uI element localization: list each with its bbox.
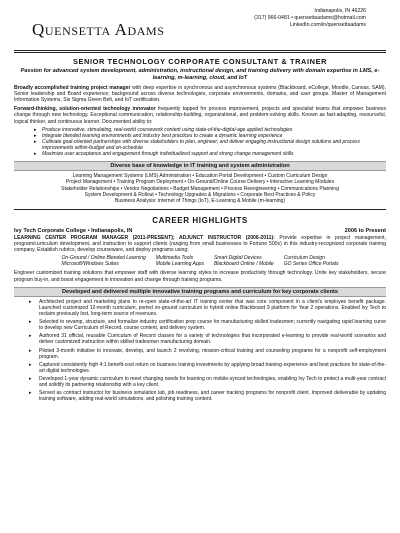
tool-item: Microsoft/Windows Suites bbox=[61, 261, 119, 268]
tool-item: GO Series Office Portals bbox=[283, 261, 339, 268]
skills-line: System Development & Rollout • Technology Upgrades & Migrations • Corporate Best Practices & Policy bbox=[84, 192, 316, 199]
role-description bbox=[14, 235, 386, 254]
job-header bbox=[14, 228, 386, 234]
job-dates: 2006 to Present bbox=[344, 227, 386, 234]
header-rule bbox=[14, 50, 386, 51]
summary-bullet: ▸ Cultivate goal-oriented partnerships with diverse stakeholders to plan, engineer, and deliver engaging instructional design solutions and process improvements within-budget and on-schedule bbox=[36, 139, 386, 151]
career-bullet: ▸ Authored 31 official, reusable Curriculum of Record classes for a variety of technologies that incorporated e-learning to provide real-world scenarios and deliver customized instruction within skilled tradesmen manufacturing domain. bbox=[32, 333, 386, 345]
role-text: Provide expertise in project management, program/curriculum development, and instruction to support clients (ranging from small businesses to Fortune 500s) in this industry-recognized corporate training company. Establish rubrics, develop courseware, and deploy programs using: bbox=[14, 234, 387, 254]
knowledge-skills bbox=[14, 173, 386, 205]
tools-grid bbox=[14, 255, 386, 267]
summary-title: SENIOR TECHNOLOGY CORPORATE CONSULTANT & TRAINER bbox=[72, 57, 328, 66]
tool-item: Blackboard Online / Mobile bbox=[213, 261, 274, 268]
skills-line: Learning Management Systems (LMS) Administration • Education Portal Development • Custom Curriculum Design bbox=[72, 172, 328, 179]
career-bullet: ▸ Developed 1-year dynamic curriculum to meet changing needs for learning on mobile-synced technologies, enabling Ivy Tech to protect a multi-year contract and solidify its partnering relationship with a key client. bbox=[32, 376, 386, 388]
role-title: LEARNING CENTER PROGRAM MANAGER (2011-PRESENT); ADJUNCT INSTRUCTOR (2006-2011): bbox=[14, 234, 275, 241]
summary-intro: Passion for advanced system development, administration, instructional design, and training delivery with domain expertise in LMS, e-learning, m-learning, cloud, and IoT bbox=[20, 68, 380, 81]
tool-item: Curriculum Design bbox=[283, 255, 325, 262]
tool-item: Mobile Learning Apps bbox=[155, 261, 204, 268]
summary-paragraph-1 bbox=[14, 85, 386, 104]
career-bullet: ▸ Served as contract instructor for business simulation lab, job readiness, and career tracking programs for nonprofit client. Improved deliverable by updating training software, adding real-world simulations, and polishing training content. bbox=[32, 390, 386, 402]
career-title: CAREER HIGHLIGHTS bbox=[152, 215, 248, 225]
candidate-name: Quensetta Adams bbox=[32, 20, 165, 39]
career-bullets bbox=[32, 299, 386, 402]
contact-info bbox=[254, 8, 366, 29]
knowledge-band: Diverse base of knowledge in IT training and system administration bbox=[14, 161, 386, 171]
contact-address: Indianapolis, IN 46226 bbox=[314, 8, 366, 14]
employer: Ivy Tech Corporate College • Indianapolis, IN bbox=[14, 227, 133, 234]
summary-bullet: ▸ Maximize user acceptance and engagement through individualized support and strong change management skills bbox=[36, 151, 386, 157]
summary-p2-text: frequently tapped for process improvement, projects and specialist teams that empower business change through new technology. Exceptional communication, relationship-building, organizational, and problem-solving skills. Known as fast-adapting, resourceful, logical thinker, and continuous learner. Documented ability to: bbox=[14, 106, 386, 125]
career-bullet: ▸ Architected project and marketing plans to re-open state-of-the-art IT training center that was core component in a client's employee benefit package. Launched customized 12-month curriculum, ported on-ground curriculum to hybrid online Blackboard 9 platform for Year 2 operations. Enabled Ivy Tech to reclaim previously lost, long-term source of revenues. bbox=[32, 299, 386, 317]
summary-bullets bbox=[36, 127, 386, 157]
tool-item: Smart Digital Devices bbox=[213, 255, 262, 262]
summary-paragraph-2 bbox=[14, 106, 386, 125]
career-bullet: ▸ Captured consistently high 4:1 benefit-cost return on business training investments by applying broad training experience and best practices for state-of-the-art digital technologies. bbox=[32, 362, 386, 374]
career-band: Developed and delivered multiple innovative training programs and curriculum for key corporate clients bbox=[14, 287, 386, 297]
contact-phone-email: (317) 966-0481 • quensettaadams@hotmail.com bbox=[254, 15, 366, 21]
summary-bullet: ▸ Integrate blended learning environments and industry best practices to create a dynamic learning experience bbox=[36, 133, 386, 139]
header-rule-thick bbox=[14, 52, 386, 53]
tool-item: On-Ground / Online Blended Learning bbox=[61, 255, 146, 262]
summary-p2-lead: Forward-thinking, solution-oriented technology innovator bbox=[14, 106, 156, 113]
career-bullet: ▸ Selected to revamp, structure, and formalize industry certification prep course for manufacturing skilled tradesmen; currently navigating rapid learning curve to develop new Curriculum of Record, course content, and delivery system. bbox=[32, 319, 386, 331]
summary-bullet: ▸ Produce innovative, stimulating, real-world coursework content using state-of-the-digital-age applied technologies bbox=[36, 127, 386, 133]
summary-p1-text: with deep expertise in synchronous and asynchronous systems (Blackboard, eCollege, Moodle, Canvas, SAM). Senior leadership and Board experience; background across diverse technologies, corporate environments, domains, and user groups. Master of Management Information Systems, Six Sigma Green Belt, and IoT certification. bbox=[14, 84, 386, 103]
career-rule bbox=[14, 209, 386, 210]
skills-line: Business Analysis: Internet of Things (IoT), E-Learning & Mobile (m-learning) bbox=[115, 198, 285, 205]
tool-item: Multimedia Tools bbox=[155, 255, 194, 262]
contact-linkedin: LinkedIn.com/in/quensettaadams bbox=[289, 22, 366, 28]
career-bullet: ▸ Piloted 3-month initiative to innovate, develop, and launch 2 revolving, mission-critical training and counseling programs for a nonprofit self-employment program. bbox=[32, 348, 386, 360]
career-paragraph: Engineer customized training solutions that empower staff with diverse learning styles to increase productivity through technology. Unite key stakeholders, secure program buy-in, and boost engagement in innovation and change through training programs. bbox=[14, 270, 386, 283]
summary-p1-lead: Broadly accomplished training project manager bbox=[14, 84, 131, 91]
skills-line: Project Management • Training Program Deployment • On-Ground/Online Course Delivery • Interactive Learning Modules bbox=[65, 179, 335, 186]
skills-line: Stakeholder Relationships • Vendor Negotiations • Budget Management • Process Reengineering • Communications Planning bbox=[61, 185, 339, 192]
resume-header bbox=[14, 6, 386, 50]
